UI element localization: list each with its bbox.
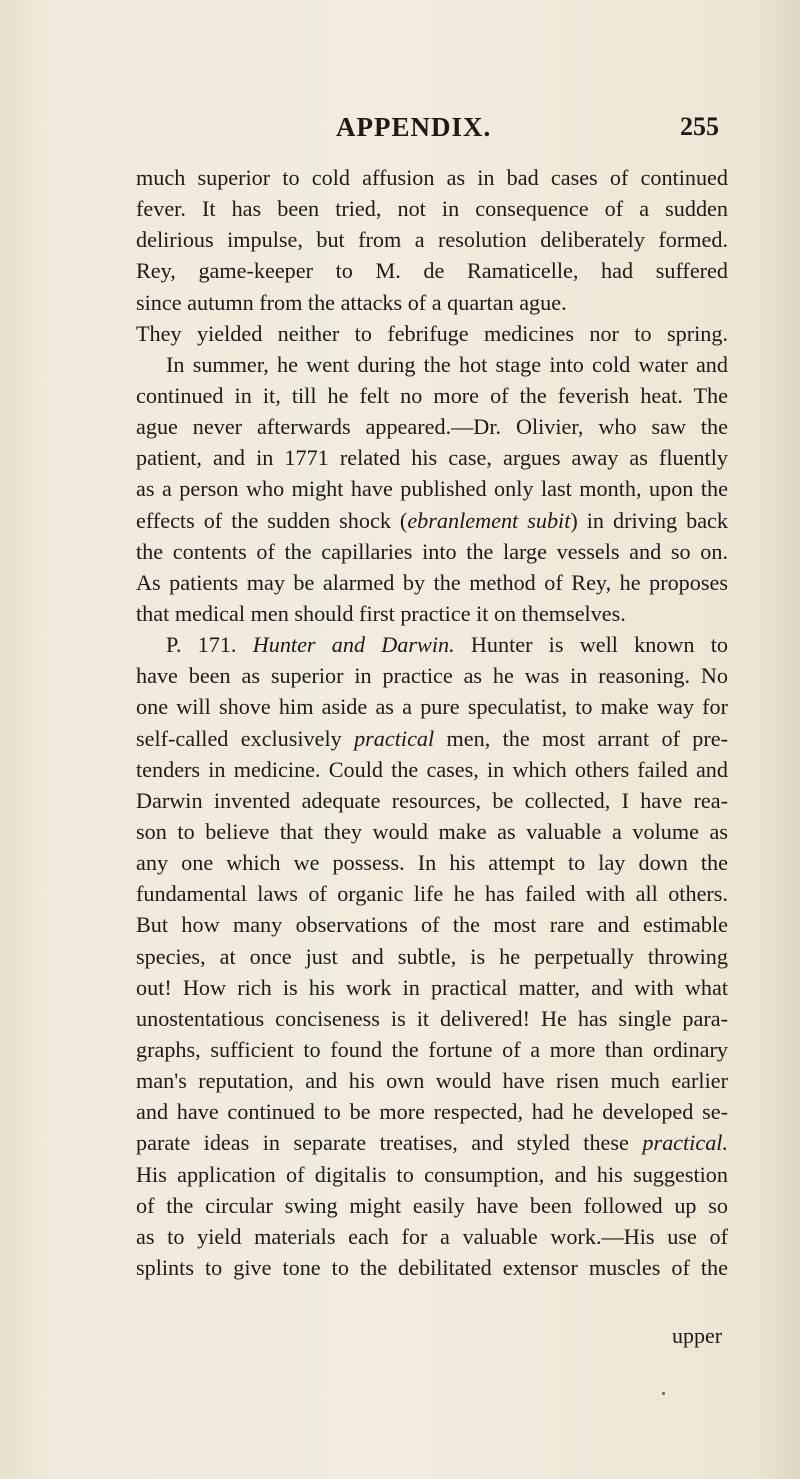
text-line: His application of digitalis to consumption, and his suggestion bbox=[136, 1161, 728, 1187]
body-text bbox=[136, 162, 728, 1283]
text-line: continued in it, till he felt no more of the feverish heat. The bbox=[136, 382, 728, 408]
text-line: as to yield materials each for a valuable work.—His use of bbox=[136, 1223, 728, 1249]
text-line: But how many observations of the most rare and estimable bbox=[136, 912, 728, 938]
text-line: They yielded neither to febrifuge medicines nor to spring. bbox=[136, 320, 728, 346]
text-line: that medical men should first practice it on themselves. bbox=[136, 600, 626, 626]
text-line: any one which we possess. In his attempt to lay down the bbox=[136, 850, 728, 876]
text-line: much superior to cold affusion as in bad cases of continued bbox=[136, 165, 728, 190]
text-line: self-called exclusively practical men, the most arrant of pre- bbox=[136, 725, 728, 751]
text-line: As patients may be alarmed by the method of Rey, he proposes bbox=[136, 569, 728, 595]
text-line: graphs, sufficient to found the fortune of a more than ordinary bbox=[136, 1036, 728, 1062]
page-number: 255 bbox=[680, 112, 719, 141]
text-line: since autumn from the attacks of a quartan ague. bbox=[136, 289, 567, 315]
text-line: out! How rich is his work in practical matter, and with what bbox=[136, 974, 728, 1000]
text-line: species, at once just and subtle, is he perpetually throwing bbox=[136, 943, 728, 969]
text-line: Rey, game-keeper to M. de Ramaticelle, had suffered bbox=[136, 258, 728, 284]
text-line: have been as superior in practice as he was in reasoning. No bbox=[136, 663, 728, 689]
text-line: fever. It has been tried, not in consequence of a sudden bbox=[136, 196, 728, 222]
text-line: splints to give tone to the debilitated extensor muscles of the bbox=[136, 1254, 728, 1280]
text-line: ague never afterwards appeared.—Dr. Olivier, who saw the bbox=[136, 414, 728, 440]
text-line: one will shove him aside as a pure speculatist, to make way for bbox=[136, 694, 728, 720]
text-line: son to believe that they would make as valuable a volume as bbox=[136, 818, 728, 844]
text-line: of the circular swing might easily have been followed up so bbox=[136, 1192, 728, 1218]
text-line: as a person who might have published only last month, upon the bbox=[136, 476, 728, 502]
text-line: P. 171. Hunter and Darwin. Hunter is well known to bbox=[166, 632, 728, 658]
text-line: and have continued to be more respected, had he developed se- bbox=[136, 1099, 728, 1125]
text-line: tenders in medicine. Could the cases, in which others failed and bbox=[136, 756, 728, 782]
running-title: APPENDIX. bbox=[336, 112, 492, 142]
text-line: parate ideas in separate treatises, and styled these practical. bbox=[136, 1130, 728, 1156]
running-head bbox=[0, 112, 800, 148]
text-line: effects of the sudden shock (ebranlement subit) in driving back bbox=[136, 507, 728, 533]
text-line: Darwin invented adequate resources, be collected, I have rea- bbox=[136, 787, 728, 813]
text-line: In summer, he went during the hot stage into cold water and bbox=[166, 351, 728, 377]
text-line: the contents of the capillaries into the large vessels and so on. bbox=[136, 538, 728, 564]
text-line: man's reputation, and his own would have risen much earlier bbox=[136, 1068, 728, 1094]
text-line: unostentatious conciseness is it delivered! He has single para- bbox=[136, 1005, 728, 1031]
text-line: delirious impulse, but from a resolution deliberately formed. bbox=[136, 227, 728, 253]
catchword: upper bbox=[672, 1323, 723, 1348]
text-line: patient, and in 1771 related his case, argues away as fluently bbox=[136, 445, 728, 471]
text-line: fundamental laws of organic life he has failed with all others. bbox=[136, 881, 728, 907]
ink-speck bbox=[662, 1392, 665, 1395]
